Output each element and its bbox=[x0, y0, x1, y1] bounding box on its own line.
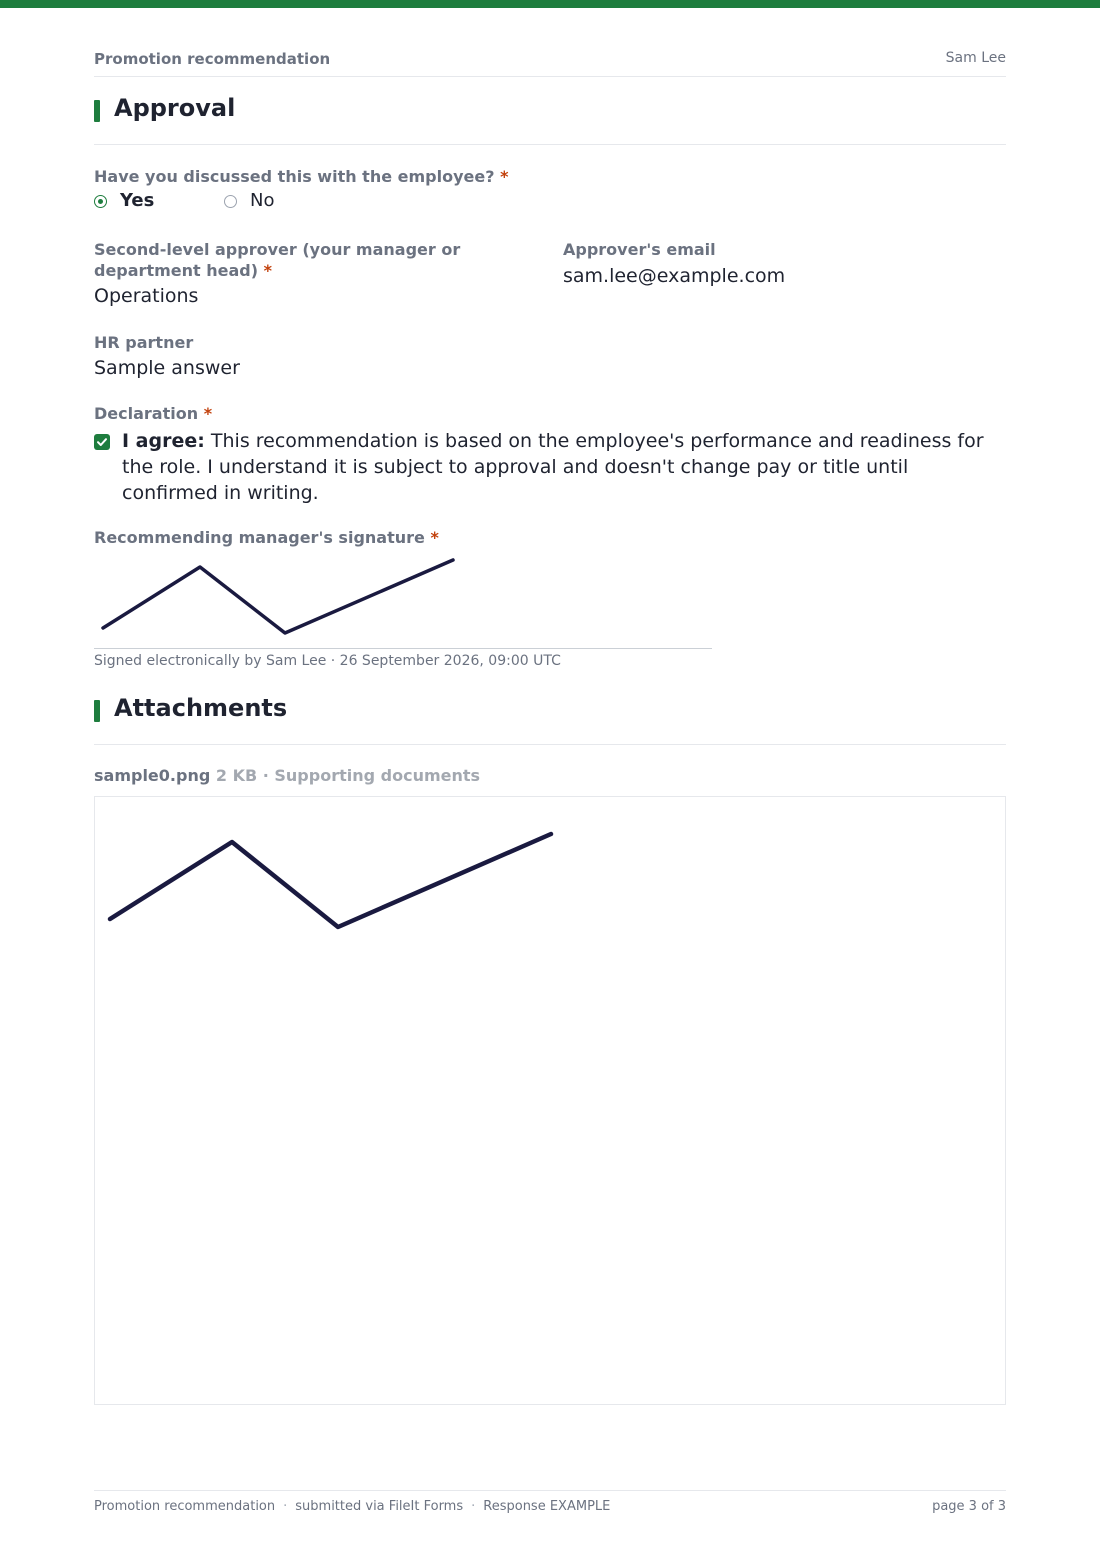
signature-drawing bbox=[94, 552, 712, 648]
section-title: Attachments bbox=[114, 694, 288, 722]
required-marker: * bbox=[500, 167, 509, 186]
user-name: Sam Lee bbox=[945, 50, 1006, 66]
section-accent-bar bbox=[94, 700, 100, 722]
footer-info: Promotion recommendation · submitted via FileIt Forms · Response EXAMPLE bbox=[94, 1499, 611, 1514]
checkbox-checked-icon[interactable] bbox=[94, 434, 110, 450]
attachment-filename[interactable]: sample0.png bbox=[94, 766, 211, 785]
footer-form-name: Promotion recommendation bbox=[94, 1499, 276, 1514]
question-label-signature: Recommending manager's signature * bbox=[94, 528, 439, 547]
declaration-text bbox=[122, 428, 1006, 506]
answer-hr-partner: Sample answer bbox=[94, 357, 240, 379]
footer-submitted-via: submitted via FileIt Forms bbox=[295, 1499, 464, 1514]
page-header bbox=[94, 48, 1006, 77]
question-label-approver-email: Approver's email bbox=[563, 240, 716, 259]
declaration-body: This recommendation is based on the employee's performance and readiness for the role. I understand it is subject to approval and doesn't change pay or title until confirmed in writing. bbox=[122, 430, 984, 504]
question-label-second-approver: Second-level approver (your manager or department head) * bbox=[94, 240, 461, 280]
attachment-meta: 2 KB · Supporting documents bbox=[215, 766, 481, 785]
question-label-discussed: Have you discussed this with the employee? * bbox=[94, 167, 509, 186]
section-header-attachments bbox=[94, 694, 1006, 745]
top-accent-bar bbox=[0, 0, 1100, 8]
footer-response-id: Response EXAMPLE bbox=[483, 1499, 611, 1514]
radio-checked-icon bbox=[94, 195, 107, 208]
section-accent-bar bbox=[94, 100, 100, 122]
signature-area bbox=[94, 552, 712, 649]
question-label-declaration: Declaration * bbox=[94, 404, 213, 423]
required-marker: * bbox=[263, 261, 272, 280]
page-number: page 3 of 3 bbox=[932, 1499, 1006, 1514]
attachment-preview[interactable] bbox=[94, 796, 1006, 1405]
section-header-approval bbox=[94, 94, 1006, 145]
answer-approver-email: sam.lee@example.com bbox=[563, 265, 786, 287]
required-marker: * bbox=[203, 404, 213, 423]
attachment-image bbox=[95, 797, 1005, 1404]
radio-unchecked-icon bbox=[224, 195, 237, 208]
attachment-info bbox=[94, 766, 480, 785]
document-title: Promotion recommendation bbox=[94, 50, 331, 68]
radio-label: No bbox=[250, 190, 275, 211]
radio-label: Yes bbox=[120, 190, 155, 211]
declaration-lead: I agree: bbox=[122, 430, 205, 452]
answer-second-approver: Operations bbox=[94, 285, 199, 307]
section-title: Approval bbox=[114, 94, 236, 122]
required-marker: * bbox=[430, 528, 439, 547]
signature-caption: Signed electronically by Sam Lee · 26 September 2026, 09:00 UTC bbox=[94, 653, 561, 669]
question-label-hr-partner: HR partner bbox=[94, 333, 194, 352]
page-footer bbox=[94, 1490, 1006, 1531]
